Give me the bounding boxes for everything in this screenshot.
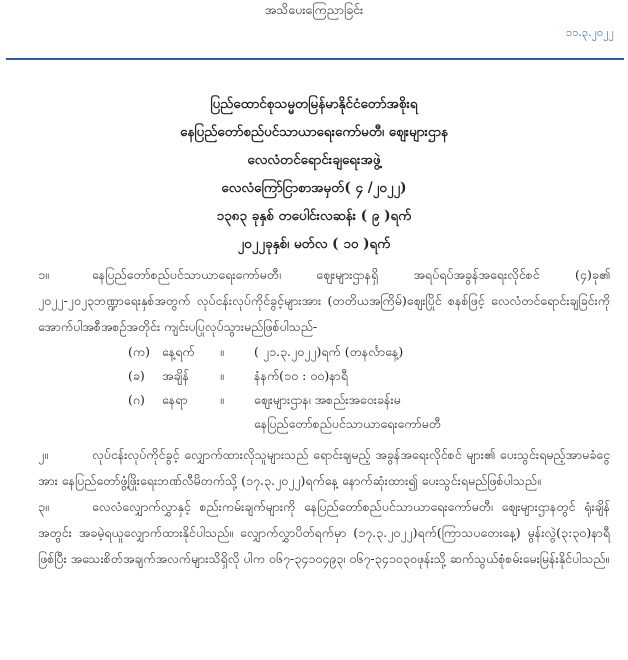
schedule-key: (ခ) (128, 368, 145, 383)
heading-gregorian-date: ၂၀၂၂ခုနှစ်၊ မတ်လ ( ၁၀ )ရက် (237, 236, 391, 252)
schedule-row-venue (128, 388, 610, 412)
auction-schedule (128, 340, 610, 436)
paragraph-text: လုပ်ငန်းလုပ်ကိုင်ခွင့် လျှောက်ထားလိုသူများသည် ရောင်းချမည့် အခွန်အရေးလိုင်စင် များ၏ ပေးသွင်းရမည့်အာမခံငွေအား နေပြည်တော်ဖွံ့ဖြိုးရေးဘဏ်လီမိတက်သို့ (၁၇.၃.၂၀၂၂)ရက်နေ့ နောက်ဆုံးထား၍ ပေးသွင်းရမည်ဖြစ်ပါသည်။ (38, 447, 610, 488)
schedule-value: ဈေးများဌာန၊ အစည်းအဝေးခန်းမ (254, 392, 401, 407)
schedule-field: နေ့ရက် (162, 344, 195, 359)
paragraph-1 (38, 262, 610, 340)
schedule-row-date (128, 340, 610, 364)
paragraph-2 (38, 442, 610, 494)
heading-committee: နေပြည်တော်စည်ပင်သာယာရေးကော်မတီ၊ ဈေးများဌာန (180, 124, 448, 140)
header-divider (6, 58, 624, 60)
page-header-title: အသိပေးကြေညာခြင်း (264, 2, 364, 17)
schedule-key: (ဂ) (128, 392, 145, 407)
page-header-date: ၁၁.၃.၂၀၂၂ (566, 26, 614, 39)
paragraph-number: ၂။ (38, 447, 48, 462)
paragraph-number: ၁။ (38, 267, 49, 282)
paragraph-3 (38, 494, 610, 572)
paragraph-number: ၃။ (38, 499, 49, 514)
schedule-row-time (128, 364, 610, 388)
paragraph-text: နေပြည်တော်စည်ပင်သာယာရေးကော်မတီ၊ ဈေးများဌာနရှိ အရပ်ရပ်အခွန်အရေးလိုင်စင် (၄)ခု၏ ၂၀၂၂-၂၀၂၃ဘဏ္ဍာရေးနှစ်အတွက် လုပ်ငန်းလုပ်ကိုင်ခွင့်များအား (တတိယအကြိမ်)ဈေးပြိုင် စနစ်ဖြင့် လေလံတင်ရောင်းချခြင်းကို အောက်ပါအစီအစဉ်အတိုင်း ကျင်းပပြုလုပ်သွားမည်ဖြစ်ပါသည်- (38, 267, 610, 334)
schedule-value: ( ၂၁.၃.၂၀၂၂)ရက် (တနင်္လာနေ့) (254, 344, 404, 359)
document-body (38, 262, 610, 572)
heading-government: ပြည်ထောင်စုသမ္မတမြန်မာနိုင်ငံတော်အစိုးရ (210, 96, 418, 112)
heading-lunar-date: ၁၃၈၃ ခုနှစ် တပေါင်းလဆန်း ( ၉ )ရက် (216, 208, 412, 224)
heading-auction-group: လေလံတင်ရောင်းချရေးအဖွဲ့ (247, 152, 381, 168)
schedule-field: နေရာ (162, 392, 188, 407)
schedule-field: အချိန် (162, 368, 189, 383)
schedule-separator: ။ (220, 344, 224, 359)
schedule-value: နံနက်(၁၀ : ၀၀)နာရီ (254, 368, 348, 383)
schedule-key: (က) (128, 344, 150, 359)
schedule-separator: ။ (220, 368, 224, 383)
heading-notice-number: လေလံကြော်ငြာစာအမှတ်( ၄ /၂၀၂၂) (221, 180, 407, 196)
schedule-separator: ။ (220, 392, 224, 407)
paragraph-text: လေလံလျှောက်လွှာနှင့် စည်းကမ်းချက်များကို နေပြည်တော်စည်ပင်သာယာရေးကော်မတီ၊ ဈေးများဌာနတွင် ရုံးချိန်အတွင်း အခမဲ့ရယူလျှောက်ထားနိုင်ပါသည်။ လျှောက်လွှာပိတ်ရက်မှာ (၁၇.၃.၂၀၂၂)ရက်(ကြာသပတေးနေ့) မွန်းလွဲ(၃:၃၀)နာရီဖြစ်ပြီး အသေးစိတ်အချက်အလက်များသိရှိလို ပါက ၀၆၇-၃၄၁၀၄၉၃၊ ၀၆၇-၃၄၁၀၃၀ဖုန်းသို့ ဆက်သွယ်စုံစမ်းမေးမြန်းနိုင်ပါသည်။ (38, 499, 610, 566)
schedule-venue-continuation: နေပြည်တော်စည်ပင်သာယာရေးကော်မတီ (254, 416, 441, 431)
document-heading (0, 90, 628, 258)
